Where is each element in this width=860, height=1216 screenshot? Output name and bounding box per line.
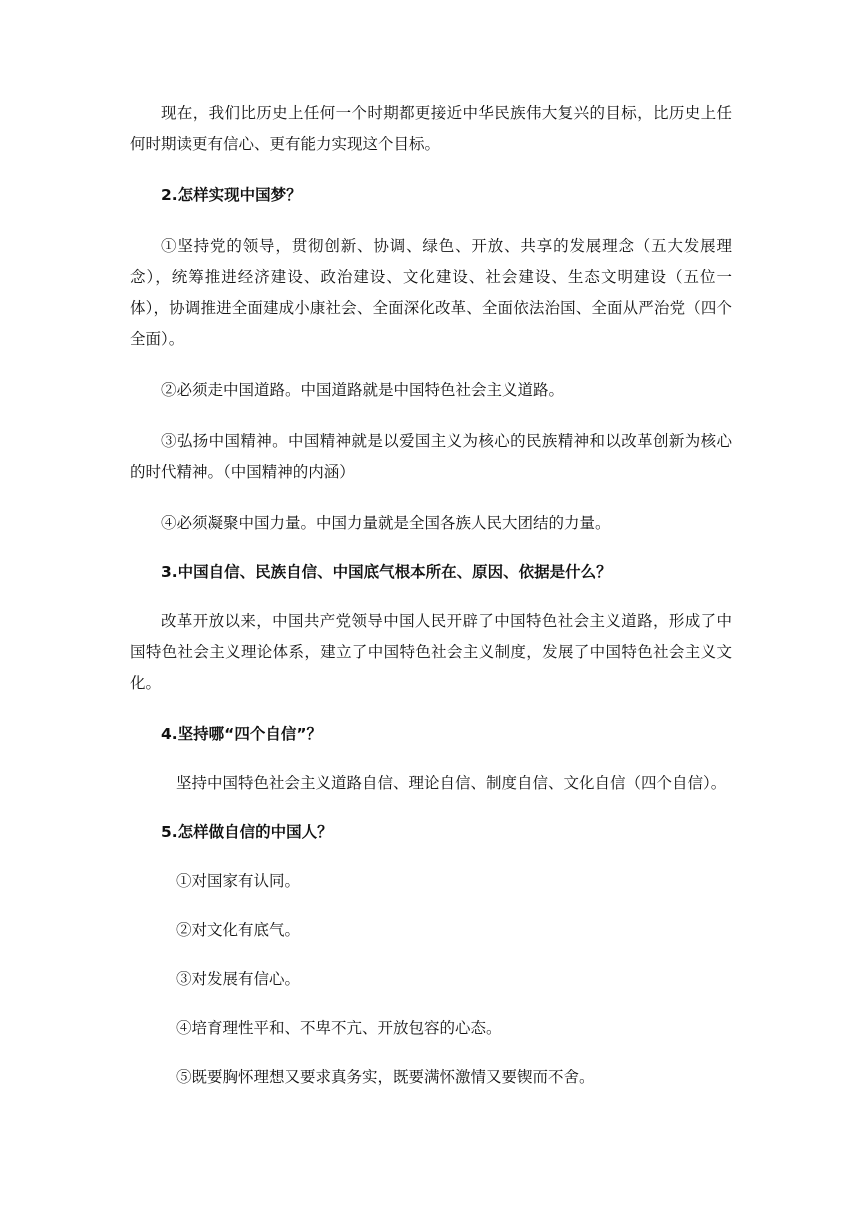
list-item: ①对国家有认同。: [176, 872, 301, 890]
paragraph-china-strength: ④必须凝聚中国力量。中国力量就是全国各族人民大团结的力量。: [161, 514, 611, 532]
list-item: ⑤既要胸怀理想又要求真务实，既要满怀激情又要锲而不舍。: [176, 1068, 595, 1086]
paragraph-china-road: ②必须走中国道路。中国道路就是中国特色社会主义道路。: [161, 381, 565, 399]
document-body: [130, 98, 732, 1111]
heading-question-2: 2.怎样实现中国梦？: [161, 186, 302, 204]
paragraph-reform-opening: 改革开放以来，中国共产党领导中国人民开辟了中国特色社会主义道路，形成了中国特色社会主义理论体系，建立了中国特色社会主义制度，发展了中国特色社会主义文化。: [130, 612, 732, 692]
paragraph-party-leadership: ①坚持党的领导，贯彻创新、协调、绿色、开放、共享的发展理念（五大发展理念），统筹推进经济建设、政治建设、文化建设、社会建设、生态文明建设（五位一体），协调推进全面建成小康社会、全面深化改革、全面依法治国、全面从严治党（四个全面）。: [130, 237, 732, 348]
heading-question-5: 5.怎样做自信的中国人？: [161, 823, 333, 841]
list-item: ②对文化有底气。: [176, 921, 301, 939]
list-item: ③对发展有信心。: [176, 970, 301, 988]
paragraph-china-spirit: ③弘扬中国精神。中国精神就是以爱国主义为核心的民族精神和以改革创新为核心的时代精神。（中国精神的内涵）: [130, 432, 732, 481]
paragraph-four-confidences: 坚持中国特色社会主义道路自信、理论自信、制度自信、文化自信（四个自信）。: [176, 774, 727, 792]
paragraph-goal: 现在，我们比历史上任何一个时期都更接近中华民族伟大复兴的目标，比历史上任何时期读更有信心、更有能力实现这个目标。: [130, 104, 732, 153]
heading-question-3: 3.中国自信、民族自信、中国底气根本所在、原因、依据是什么？: [161, 563, 612, 581]
heading-question-4: 4.坚持哪“四个自信”？: [161, 725, 323, 743]
list-item: ④培育理性平和、不卑不亢、开放包容的心态。: [176, 1019, 502, 1037]
